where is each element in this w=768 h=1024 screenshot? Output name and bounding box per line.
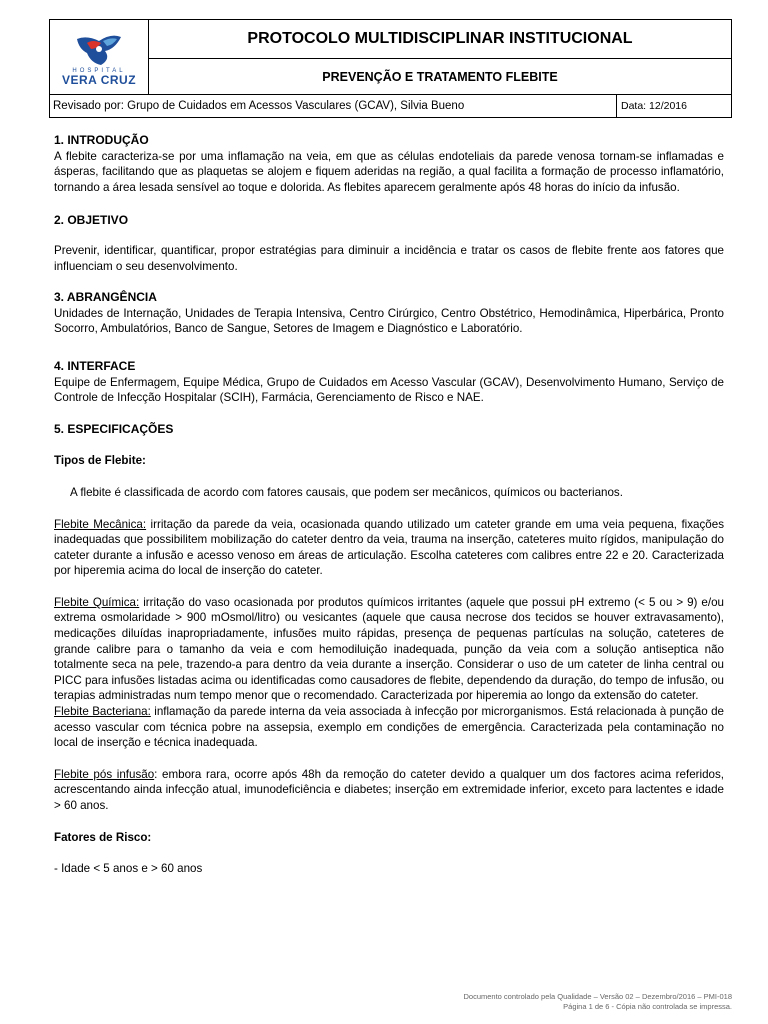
hospital-logo-icon: [71, 29, 127, 67]
document-subtitle: PREVENÇÃO E TRATAMENTO FLEBITE: [322, 69, 558, 84]
document-footer: [463, 992, 732, 1012]
revised-by: Revisado por: Grupo de Cuidados em Acessos Vasculares (GCAV), Silvia Bueno: [50, 95, 617, 117]
logo-name-text: VERA CRUZ: [61, 72, 137, 87]
section-title-especificacoes: 5. ESPECIFICAÇÕES: [54, 421, 174, 436]
section-text-introducao: A flebite caracteriza-se por uma inflamação na veia, em que as células endoteliais da parede venosa tornam-se inflamadas e ásperas, facilitando que as plaquetas se alojem e fiquem aderidas na região, a qual facilita a formação de processo inflamatório, tornando a área lesada sensível ao toque e dolorida. As flebites aparecem geralmente após 48 horas do início da infusão.: [54, 149, 724, 194]
tipos-text: A flebite é classificada de acordo com fatores causais, que podem ser mecânicos, químicos ou bacterianos.: [70, 485, 623, 499]
section-text-interface: Equipe de Enfermagem, Equipe Médica, Grupo de Cuidados em Acesso Vascular (GCAV), Desenvolvimento Humano, Serviço de Controle de Infecção Hospitalar (SCIH), Farmácia, Gerenciamento de Risco e NAE.: [54, 375, 724, 405]
logo-hospital-text: HOSPITAL: [72, 67, 126, 74]
section-title-introducao: 1. INTRODUÇÃO: [54, 133, 149, 147]
fatores-item: - Idade < 5 anos e > 60 anos: [54, 862, 203, 876]
hospital-logo: [50, 20, 149, 94]
document-header: [49, 19, 732, 118]
section-text-abrangencia: Unidades de Internação, Unidades de Terapia Intensiva, Centro Cirúrgico, Centro Obstétrico, Hemodinâmica, Hiperbárica, Pronto Socorro, Ambulatórios, Banco de Sangue, Setores de Imagem e Diagnóstico e Laboratório.: [54, 306, 724, 336]
flebite-pos-infusao-label: Flebite pós infusão: [54, 767, 155, 781]
subsection-title-fatores: Fatores de Risco:: [54, 830, 152, 844]
flebite-quimica-label: Flebite Química:: [54, 595, 140, 609]
subsection-title-tipos: Tipos de Flebite:: [54, 454, 146, 468]
document-body: [54, 133, 724, 877]
flebite-quimica-text: irritação do vaso ocasionada por produtos químicos irritantes (aquele que possui pH extremo (< 5 ou > 9) e/ou extrema osmolaridade > 900 mOsmol/litro) ou vesicantes (aquele que causa necrose dos tecidos se houver extravasamento), medicações diluídas inapropriadamente, infusões muito rápidas, presença de pequenas partículas na solução, cateteres de grande calibre para o tamanho da veia e com hemodiluição inadequada, punção da veia com a solução antiseptica não totalmente seca na pele, trazendo-a para dentro da veia durante a inserção. Considerar o uso de um cateter de linha central ou PICC para infusões listadas acima ou identificadas como causadores de flebite, dependendo da duração, do tempo de infusão, ou terapias administradas num tempo menor que o recomendado. Caracterizada por hiperemia ao longo da extensão do cateter.: [54, 595, 725, 703]
footer-line-1: Documento controlado pela Qualidade – Versão 02 – Dezembro/2016 – PMI-018: [463, 992, 732, 1001]
section-text-objetivo: Prevenir, identificar, quantificar, propor estratégias para diminuir a incidência e tratar os casos de flebite frente aos fatores que influenciam o seu desenvolvimento.: [54, 243, 724, 273]
flebite-mecanica-label: Flebite Mecânica:: [54, 517, 147, 531]
flebite-bacteriana-text: inflamação da parede interna da veia associada à infecção por microrganismos. Está relacionada à punção de acesso vascular com técnica pobre na assepsia, exemplo em condições de emergência. Caracterizada pela contaminação no local de inserção e técnica inadequada.: [54, 705, 724, 750]
flebite-pos-infusao-paragraph: [54, 767, 724, 814]
flebite-bacteriana-paragraph: [54, 704, 724, 751]
footer-line-2: Página 1 de 6 - Cópia não controlada se impressa.: [563, 1002, 732, 1011]
document-date: Data: 12/2016: [621, 100, 687, 112]
flebite-mecanica-text: irritação da parede da veia, ocasionada quando utilizado um cateter grande em uma veia pequena, fixações inadequadas que possibilitem mobilização do cateter dentro da veia, trauma na inserção, cateteres muito rígidos, manipulação do cateter durante a infusão e acesso venoso em áreas de articulação. Escolha cateteres com calibres entre 22 e 20. Caracterizada por hiperemia acima do local de inserção do cateter.: [54, 517, 724, 578]
flebite-quimica-paragraph: [54, 595, 724, 704]
section-title-objetivo: 2. OBJETIVO: [54, 213, 129, 228]
section-title-abrangencia: 3. ABRANGÊNCIA: [54, 290, 157, 305]
document-title: PROTOCOLO MULTIDISCIPLINAR INSTITUCIONAL: [149, 20, 731, 59]
flebite-mecanica-paragraph: [54, 517, 724, 579]
flebite-pos-infusao-text: : embora rara, ocorre após 48h da remoção do cateter devido a qualquer um dos factores acima referidos, acrescentando ainda infecção atual, imunodeficiência e diabetes; inserção em extremidade inferior, exceto para lactentes e idade > 60 anos.: [54, 767, 724, 812]
section-title-interface: 4. INTERFACE: [54, 358, 136, 373]
flebite-bacteriana-label: Flebite Bacteriana:: [54, 705, 151, 719]
